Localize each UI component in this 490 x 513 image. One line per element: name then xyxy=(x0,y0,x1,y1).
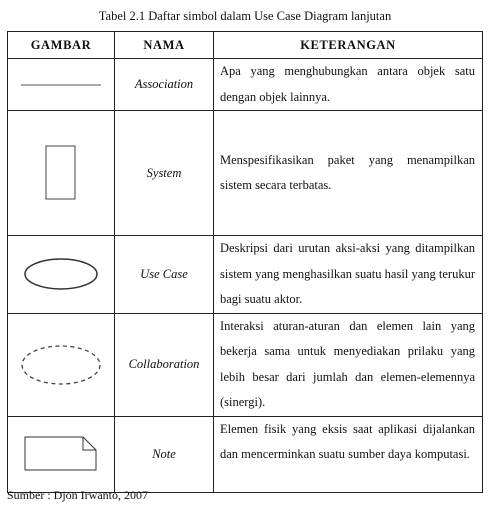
symbol-name: Association xyxy=(115,59,214,111)
symbol-cell xyxy=(8,59,115,111)
header-keterangan: KETERANGAN xyxy=(214,32,483,59)
symbol-description: Menspesifikasikan paket yang menampilkan sistem secara terbatas. xyxy=(214,111,483,236)
symbol-cell xyxy=(8,416,115,492)
table-row xyxy=(8,313,483,416)
symbol-description: Apa yang menghubungkan antara objek satu dengan objek lainnya. xyxy=(214,59,483,111)
symbol-cell xyxy=(8,313,115,416)
table-row xyxy=(8,111,483,236)
symbol-cell xyxy=(8,111,115,236)
symbol-table xyxy=(7,31,483,493)
symbol-table-container xyxy=(7,31,482,493)
symbol-name: Collaboration xyxy=(115,313,214,416)
symbol-cell xyxy=(8,236,115,314)
symbol-description: Interaksi aturan-aturan dan elemen lain yang bekerja sama untuk menyediakan prilaku yang lebih besar dari jumlah dan elemen-elemennya (sinergi). xyxy=(214,313,483,416)
note-icon xyxy=(23,435,99,473)
line-icon xyxy=(20,80,102,90)
symbol-name: Note xyxy=(115,416,214,492)
symbol-name: Use Case xyxy=(115,236,214,314)
dashed-ellipse-icon xyxy=(17,341,105,389)
table-row xyxy=(8,236,483,314)
table-row xyxy=(8,59,483,111)
table-caption: Tabel 2.1 Daftar simbol dalam Use Case Diagram lanjutan xyxy=(98,9,392,23)
symbol-name: System xyxy=(115,111,214,236)
table-header-row xyxy=(8,32,483,59)
header-gambar: GAMBAR xyxy=(8,32,115,59)
rectangle-icon xyxy=(45,145,77,201)
symbol-description: Deskripsi dari urutan aksi-aksi yang ditampilkan sistem yang menghasilkan suatu hasil yang terukur bagi suatu aktor. xyxy=(214,236,483,314)
symbol-description: Elemen fisik yang eksis saat aplikasi dijalankan dan mencerminkan suatu sumber daya komputasi. xyxy=(214,416,483,492)
table-row xyxy=(8,416,483,492)
ellipse-icon xyxy=(22,256,100,292)
source-citation: Sumber : Djon Irwanto, 2007 xyxy=(7,488,148,502)
header-nama: NAMA xyxy=(115,32,214,59)
